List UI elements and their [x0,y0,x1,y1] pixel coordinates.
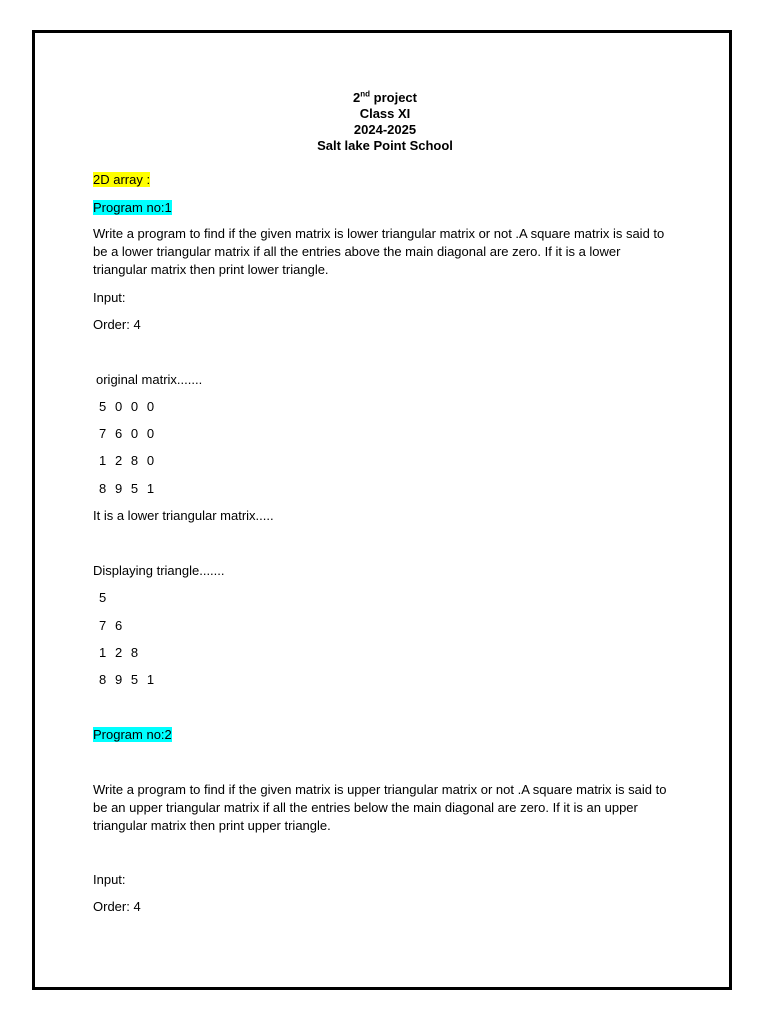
program1-order-label: Order: 4 [93,317,141,332]
matrix-row: 8 9 5 1 [99,481,155,496]
document-page [32,30,732,990]
year-title: 2024-2025 [353,122,417,137]
school-title: Salt lake Point School [317,138,453,153]
matrix-row: 5 0 0 0 [99,399,155,414]
triangle-row: 1 2 8 [99,645,139,660]
program1-description: Write a program to find if the given matrix is lower triangular matrix or not .A square matrix is said to be a lower triangular matrix if all the entries above the main diagonal are zero. If it is a lower triangular matrix then print lower triangle. [93,226,665,277]
result-text: It is a lower triangular matrix..... [93,508,274,523]
triangle-row: 5 [99,590,107,605]
program2-description: Write a program to find if the given matrix is upper triangular matrix or not .A square matrix is said to be an upper triangular matrix if all the entries below the main diagonal are zero. If it is an upper triangular matrix then print upper triangle. [93,782,667,833]
matrix-row: 7 6 0 0 [99,426,155,441]
class-title: Class XI [359,106,411,121]
triangle-row: 8 9 5 1 [99,672,155,687]
matrix-row: 1 2 8 0 [99,453,155,468]
program1-heading: Program no:1 [93,200,172,215]
displaying-triangle-label: Displaying triangle....... [93,563,225,578]
original-matrix-label: original matrix....... [96,372,203,387]
project-title: 2nd project [353,89,417,105]
triangle-row: 7 6 [99,618,123,633]
topic-label: 2D array : [93,172,151,187]
program2-order-label: Order: 4 [93,899,141,914]
program2-input-label: Input: [93,872,126,887]
program1-input-label: Input: [93,290,126,305]
program2-heading: Program no:2 [93,727,172,742]
